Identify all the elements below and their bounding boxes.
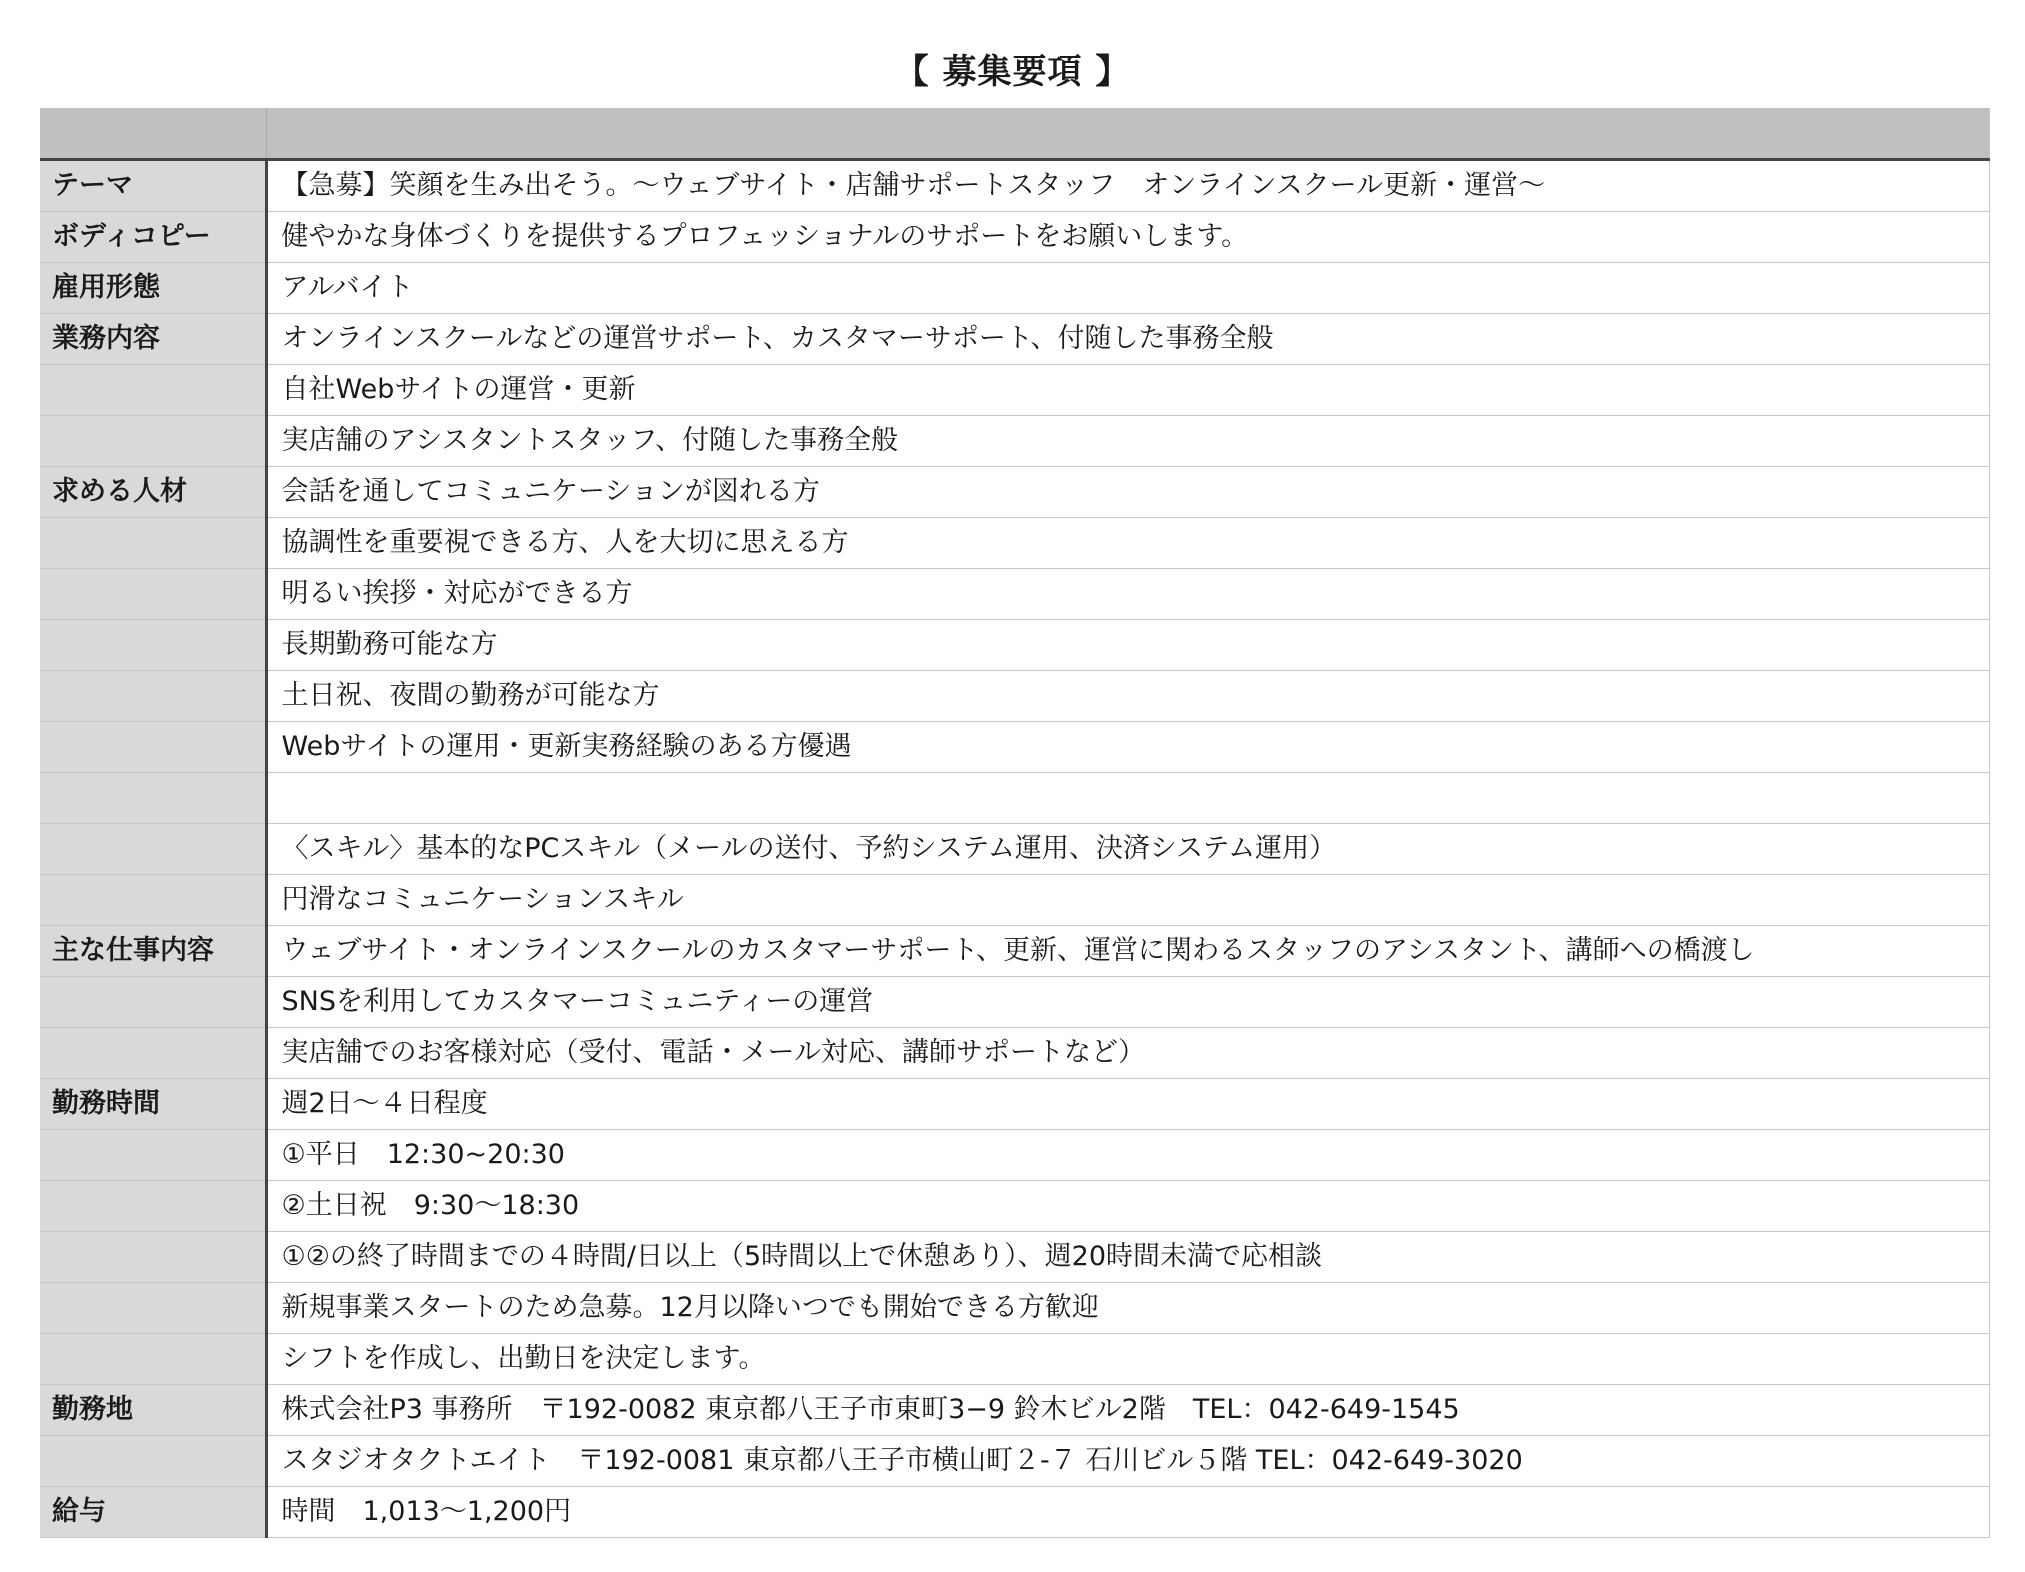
row-value: 協調性を重要視できる方、人を大切に思える方 [266,518,1990,569]
row-value: アルバイト [266,263,1990,314]
row-label [40,416,266,467]
table-row [40,365,1990,416]
row-label [40,1436,266,1487]
table-row [40,1385,1990,1436]
row-label [40,722,266,773]
table-row [40,263,1990,314]
page-title: 【 募集要項 】 [894,52,1131,92]
row-value: ウェブサイト・オンラインスクールのカスタマーサポート、更新、運営に関わるスタッフのアシスタント、講師への橋渡し [266,926,1990,977]
recruitment-table-body [40,108,1990,1538]
row-label: 勤務時間 [40,1079,266,1130]
table-row [40,1232,1990,1283]
row-label [40,875,266,926]
row-value: 〈スキル〉基本的なPCスキル（メールの送付、予約システム運用、決済システム運用） [266,824,1990,875]
row-label [40,1028,266,1079]
table-row [40,977,1990,1028]
row-value: Webサイトの運用・更新実務経験のある方優遇 [266,722,1990,773]
table-row [40,314,1990,365]
row-label [40,824,266,875]
row-value: 会話を通してコミュニケーションが図れる方 [266,467,1990,518]
row-label [40,1334,266,1385]
table-row [40,773,1990,824]
row-value: 【急募】笑顔を生み出そう。〜ウェブサイト・店舗サポートスタッフ オンラインスクール更新・運営〜 [266,160,1990,212]
row-value: 実店舗でのお客様対応（受付、電話・メール対応、講師サポートなど） [266,1028,1990,1079]
table-header-band [40,108,1990,160]
row-value: 新規事業スタートのため急募。12月以降いつでも開始できる方歓迎 [266,1283,1990,1334]
table-row [40,467,1990,518]
row-value: 実店舗のアシスタントスタッフ、付随した事務全般 [266,416,1990,467]
row-value: シフトを作成し、出勤日を決定します。 [266,1334,1990,1385]
recruitment-table [40,108,1990,1538]
table-row [40,620,1990,671]
row-label: テーマ [40,160,266,212]
table-row [40,416,1990,467]
row-value: 円滑なコミュニケーションスキル [266,875,1990,926]
header-band-value-cell [266,108,1990,160]
row-value: ②土日祝 9:30〜18:30 [266,1181,1990,1232]
row-label [40,1232,266,1283]
row-label: 給与 [40,1487,266,1538]
header-band-label-cell [40,108,266,160]
table-row [40,1028,1990,1079]
row-label [40,1283,266,1334]
table-row [40,926,1990,977]
row-value: 長期勤務可能な方 [266,620,1990,671]
row-value: 時間 1,013〜1,200円 [266,1487,1990,1538]
table-row [40,1079,1990,1130]
row-value: オンラインスクールなどの運営サポート、カスタマーサポート、付随した事務全般 [266,314,1990,365]
table-row [40,1334,1990,1385]
row-label [40,365,266,416]
table-row [40,569,1990,620]
row-label [40,518,266,569]
row-label [40,1130,266,1181]
row-value: 週2日〜４日程度 [266,1079,1990,1130]
table-row [40,1130,1990,1181]
row-value: スタジオタクトエイト 〒192-0081 東京都八王子市横山町２-７ 石川ビル５階 TEL：042-649-3020 [266,1436,1990,1487]
row-label [40,977,266,1028]
row-value: 健やかな身体づくりを提供するプロフェッショナルのサポートをお願いします。 [266,212,1990,263]
table-row [40,160,1990,212]
table-row [40,671,1990,722]
row-label: 業務内容 [40,314,266,365]
row-label [40,773,266,824]
row-label: ボディコピー [40,212,266,263]
row-label: 雇用形態 [40,263,266,314]
row-label [40,569,266,620]
row-label: 求める人材 [40,467,266,518]
table-row [40,824,1990,875]
row-value: 自社Webサイトの運営・更新 [266,365,1990,416]
table-row [40,875,1990,926]
row-value: 明るい挨拶・対応ができる方 [266,569,1990,620]
row-value: 土日祝、夜間の勤務が可能な方 [266,671,1990,722]
table-row [40,1436,1990,1487]
table-row [40,212,1990,263]
row-value: SNSを利用してカスタマーコミュニティーの運営 [266,977,1990,1028]
row-value: ①②の終了時間までの４時間/日以上（5時間以上で休憩あり）、週20時間未満で応相談 [266,1232,1990,1283]
row-value: ①平日 12:30~20:30 [266,1130,1990,1181]
row-label [40,1181,266,1232]
table-row [40,1487,1990,1538]
row-value: 株式会社P3 事務所 〒192-0082 東京都八王子市東町3−9 鈴木ビル2階 TEL：042-649-1545 [266,1385,1990,1436]
table-row [40,1181,1990,1232]
table-row [40,1283,1990,1334]
table-row [40,518,1990,569]
row-label: 主な仕事内容 [40,926,266,977]
table-row [40,722,1990,773]
row-label [40,671,266,722]
row-value [266,773,1990,824]
row-label [40,620,266,671]
row-label: 勤務地 [40,1385,266,1436]
